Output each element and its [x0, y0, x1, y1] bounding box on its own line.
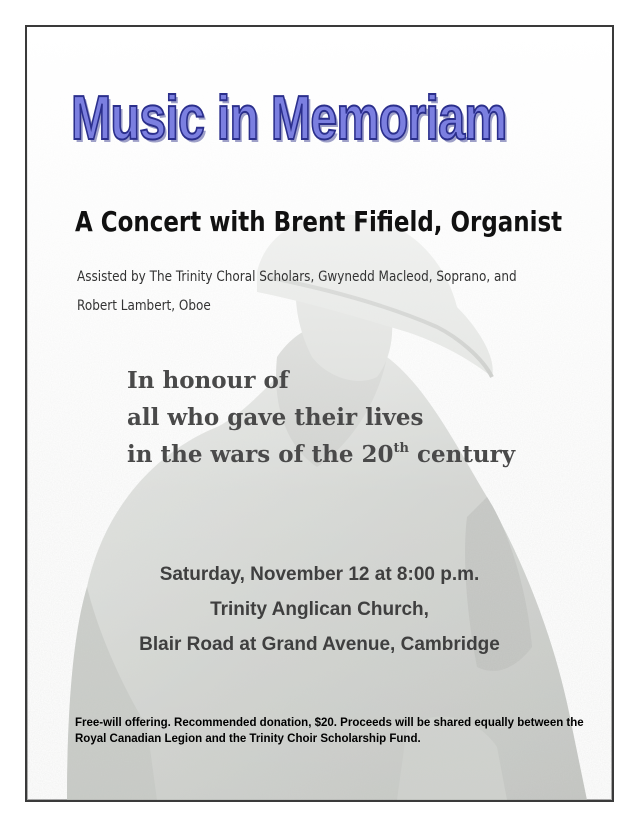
dedication-line-1: In honour of [127, 367, 289, 394]
event-address: Blair Road at Grand Avenue, Cambridge [139, 634, 500, 655]
assisted-by-text: Assisted by The Trinity Choral Scholars, Gwynedd Macleod, Soprano, and Robert Lambert, Oboe [77, 269, 517, 314]
event-date-time: Saturday, November 12 at 8:00 p.m. [159, 564, 480, 585]
poster-frame [25, 25, 614, 802]
offering-note: Free-will offering. Recommended donation, $20. Proceeds will be shared equally between the Royal Canadian Legion and the Trinity Choir Scholarship Fund. [75, 717, 584, 745]
dedication-text [127, 362, 515, 473]
poster-title: Music in Memoriam [71, 84, 507, 153]
ordinal-suffix: th [393, 441, 409, 456]
dedication-line-3-end: century [408, 441, 516, 468]
event-details [27, 557, 612, 662]
dedication-line-2: all who gave their lives [127, 404, 424, 431]
event-venue: Trinity Anglican Church, [210, 599, 429, 620]
concert-subtitle: A Concert with Brent Fifield, Organist [75, 205, 563, 238]
dedication-line-3-text: in the wars of the 20 [127, 441, 394, 468]
dedication-line-3 [127, 436, 515, 473]
